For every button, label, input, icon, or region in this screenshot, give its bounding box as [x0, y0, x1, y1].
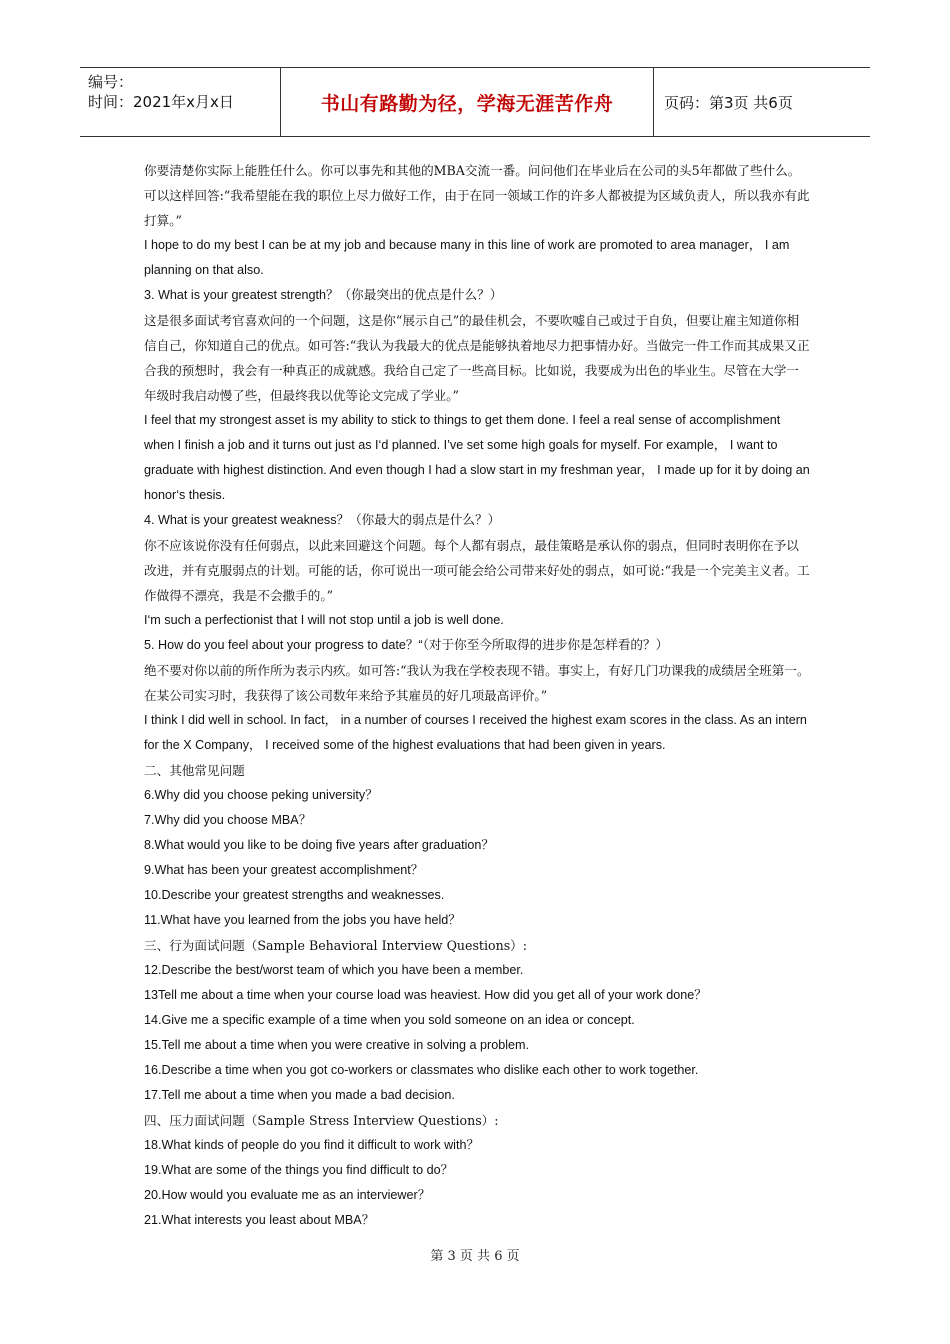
header-meta [80, 68, 281, 136]
document-body [144, 158, 810, 1233]
body-paragraph: 4. What is your greatest weakness？（你最大的弱点是什么？） [144, 513, 501, 527]
document-number-label: 编号： [88, 73, 134, 91]
body-paragraph: 7.Why did you choose MBA？ [144, 813, 312, 827]
body-paragraph: 8.What would you like to be doing five years after graduation？ [144, 838, 495, 852]
body-paragraph: 16.Describe a time when you got co-workers or classmates who dislike each other to work together. [144, 1063, 699, 1077]
body-paragraph: I feel that my strongest asset is my ability to stick to things to get them done. I feel a real sense of accomplishment when I finish a job and it turns out just as I‘d planned. I’ve set some high goals for myself. For example， I want to graduate with highest distinction. And even though I had a slow start in my freshman year， I made up for it by doing an honor‘s thesis. [144, 413, 810, 502]
body-paragraph: 11.What have you learned from the jobs you have held？ [144, 913, 461, 927]
body-paragraph: 绝不要对你以前的所作所为表示内疚。如可答:“我认为我在学校表现不错。事实上，有好几门功课我的成绩居全班第一。在某公司实习时，我获得了该公司数年来给予其雇员的好几项最高评价。” [144, 663, 810, 703]
body-paragraph: I hope to do my best I can be at my job and because many in this line of work are promoted to area manager， I am planning on that also. [144, 238, 790, 277]
body-paragraph: 6.Why did you choose peking university？ [144, 788, 378, 802]
body-paragraph: 你不应该说你没有任何弱点，以此来回避这个问题。每个人都有弱点，最佳策略是承认你的弱点，但同时表明你在予以改进，并有克服弱点的计划。可能的话，你可说出一项可能会给公司带来好处的弱点，如可说:“我是一个完美主义者。工作做得不漂亮，我是不会撒手的。” [144, 538, 810, 603]
body-paragraph: 20.How would you evaluate me as an interviewer？ [144, 1188, 431, 1202]
body-paragraph: 17.Tell me about a time when you made a bad decision. [144, 1088, 455, 1102]
body-paragraph: 3. What is your greatest strength？（你最突出的优点是什么？） [144, 288, 503, 302]
page-header [80, 67, 870, 137]
body-paragraph: 这是很多面试考官喜欢问的一个问题，这是你“展示自己”的最佳机会，不要吹嘘自己或过于自负，但要让雇主知道你相信自己，你知道自己的优点。如可答:“我认为我最大的优点是能够执着地尽力把事情办好。当做完一件工作而其成果又正合我的预想时，我会有一种真正的成就感。我给自己定了一些高目标。比如说，我要成为出色的毕业生。尽管在大学一年级时我启动慢了些，但最终我以优等论文完成了学业。” [144, 313, 810, 403]
page-footer: 第 3 页 共 6 页 [430, 1249, 520, 1264]
body-paragraph: 三、行为面试问题（Sample Behavioral Interview Questions）: [144, 938, 528, 953]
body-paragraph: 12.Describe the best/worst team of which you have been a member. [144, 963, 524, 977]
header-motto: 书山有路勤为径，学海无涯苦作舟 [281, 68, 654, 136]
body-paragraph: 19.What are some of the things you find difficult to do？ [144, 1163, 454, 1177]
body-paragraph: 二、其他常见问题 [144, 763, 245, 778]
header-page-label: 页码：第3页 共6页 [664, 93, 793, 112]
body-paragraph: 9.What has been your greatest accomplishment？ [144, 863, 424, 877]
document-time-label: 时间：2021年x月x日 [88, 93, 234, 111]
body-paragraph: 21.What interests you least about MBA？ [144, 1213, 375, 1227]
body-paragraph: 13Tell me about a time when your course load was heaviest. How did you get all of your work done？ [144, 988, 707, 1002]
body-paragraph: I‘m such a perfectionist that I will not stop until a job is well done. [144, 613, 504, 627]
body-paragraph: 15.Tell me about a time when you were creative in solving a problem. [144, 1038, 530, 1052]
body-paragraph: 5. How do you feel about your progress to date？“（对于你至今所取得的进步你是怎样看的？） [144, 638, 669, 652]
body-paragraph: 你要清楚你实际上能胜任什么。你可以事先和其他的MBA交流一番。问问他们在毕业后在公司的头5年都做了些什么。可以这样回答:“我希望能在我的职位上尽力做好工作，由于在同一领域工作的许多人都被提为区域负责人，所以我亦有此打算。” [144, 163, 810, 228]
body-paragraph: 四、压力面试问题（Sample Stress Interview Questions）: [144, 1113, 499, 1128]
body-paragraph: I think I did well in school. In fact， in a number of courses I received the highest exam scores in the class. As an intern for the X Company， I received some of the highest evaluations that had been given in years. [144, 713, 807, 752]
body-paragraph: 18.What kinds of people do you find it difficult to work with？ [144, 1138, 480, 1152]
body-paragraph: 10.Describe your greatest strengths and weaknesses. [144, 888, 445, 902]
body-paragraph: 14.Give me a specific example of a time when you sold someone on an idea or concept. [144, 1013, 635, 1027]
